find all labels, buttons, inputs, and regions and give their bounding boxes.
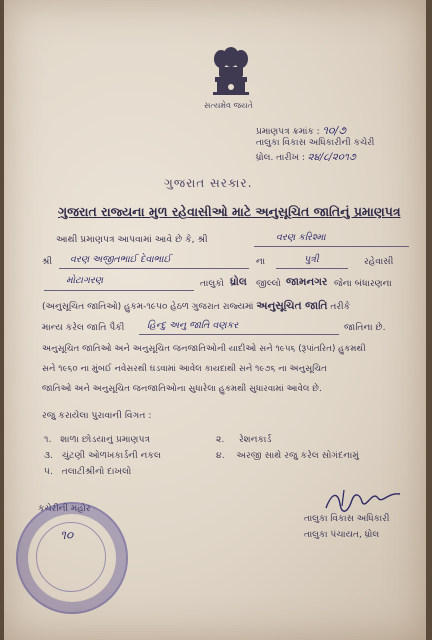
signatory-office: તાલુકા પંચાયત, ધ્રોલ [304, 530, 380, 540]
issuing-office: તાલુકા વિકાસ અધિકારીની કચેરી [256, 138, 375, 148]
officer-signature-icon [322, 486, 404, 516]
district-value: જામનગર [286, 276, 328, 288]
village-name: મોટાગરણ [66, 275, 104, 286]
certificate-number: પ્રમાણપત્ર ક્રમાંક : ૧૦/૭ [256, 124, 346, 137]
body-line-2-mid: ના [256, 256, 266, 267]
proof-item-1: ૧. શાળા છોડયાનું પ્રમાણપત્ર [44, 434, 151, 445]
relation: પુત્રી [304, 254, 319, 265]
body-line-7: સને ૧૯૬૦ ના મુંબઈ નવેસરથી ઘડવામાં આવેલ કાયદાથી સને ૧૯૭૬ ના અનુસૂચિત [42, 364, 327, 374]
proof-item-2: ૨. રેશનકાર્ડ [216, 434, 272, 445]
body-line-5: માન્ય કરેલ જાતિ પૈકી [42, 322, 125, 333]
body-line-3-suffix: જેના બંધારણના [334, 278, 392, 289]
government-heading: ગુજરાત સરકાર. [164, 176, 253, 190]
body-line-1: આથી પ્રમાણપત્ર આપવામાં આવે છે કે, શ્રી [56, 234, 208, 245]
taluka-value: ધ્રોલ [230, 276, 247, 288]
signatory-title: તાલુકા વિકાસ અધિકારી [304, 514, 390, 524]
proof-item-3: ૩. ચુંટણી ઓળખકાર્ડની નકલ [44, 450, 161, 461]
body-line-5-end: જાતિના છે. [344, 322, 386, 333]
office-seal-label: કચેરીની મહોર [38, 504, 91, 514]
taluka-label: તાલુકો [200, 278, 225, 289]
place-date: ધ્રોલ. તારીખ : ૨૪/૮/૨૦૧૭ [256, 152, 356, 163]
proof-item-4: ૪. અરજી સાથે રજુ કરેલ સોગંદનામું [216, 450, 359, 461]
father-name: વરણ અજીતભાઈ દેવાભાઈ [70, 254, 171, 265]
body-line-2-prefix: શ્રી [42, 256, 53, 267]
national-emblem-icon [209, 45, 253, 103]
office-seal [16, 502, 128, 614]
proof-item-5: ૫. તલાટીશ્રીનો દાખલો [44, 466, 132, 477]
body-line-2-suffix: રહેવાસી [364, 256, 394, 267]
applicant-name: વરણ કરિશ્મા [276, 232, 326, 243]
body-line-6: અનુસૂચિત જાતિઓ અને અનુસૂચિત જનજાતિઓની યાદીઓ સને ૧૯૫૬ (રૂપાંતરિત) હુકમથી [42, 344, 366, 354]
emblem-motto: સત્યમેવ જયતે [204, 101, 253, 110]
proofs-heading: રજુ કરાયેલા પુરાવાની વિગત : [42, 410, 152, 421]
body-line-4: (અનુસૂચિત જાતિઓ) હુકમ-૧૯૫૦ હેઠળ ગુજરાત રાજ્યમાં અનુસૂચિત જાતિ તરીકે [42, 300, 350, 312]
certificate-title: ગુજરાત રાજ્યના મુળ રહેવાસીઓ માટે અનુસૂચિત જાતિનું પ્રમાણપત્ર [58, 204, 401, 219]
seal-number: ૧૦ [60, 528, 74, 542]
district-label: જીલ્લો [256, 278, 281, 289]
certificate-page [4, 0, 426, 640]
body-line-8: જાતિઓ અને અનુસૂચિત જનજાતિઓના સુધારેલા હુકમથી સુધારવામાં આવેલ છે. [42, 384, 322, 394]
caste-name: હિન્દુ અનુ જાતિ વણકર [147, 320, 239, 331]
